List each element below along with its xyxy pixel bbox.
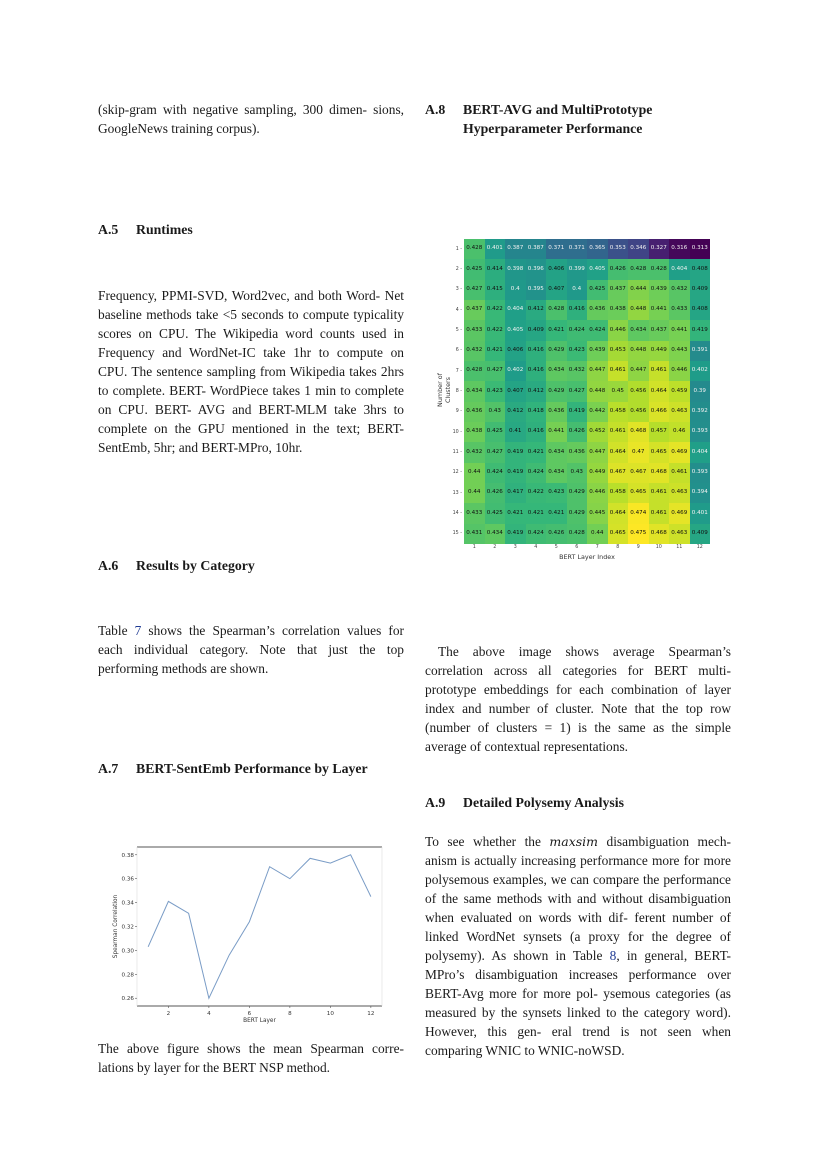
heatmap-cell: 0.402 bbox=[505, 361, 526, 381]
heatmap-y-tick: 5 - bbox=[455, 327, 462, 333]
x-tick-label: 4 bbox=[207, 1011, 211, 1017]
heatmap-cell: 0.461 bbox=[669, 463, 690, 483]
heatmap-cell: 0.408 bbox=[690, 259, 711, 279]
heatmap-cell: 0.431 bbox=[464, 524, 485, 544]
heatmap-cell: 0.425 bbox=[464, 259, 485, 279]
heatmap-cell: 0.4 bbox=[505, 280, 526, 300]
heatmap-y-tick: 9 - bbox=[455, 409, 462, 415]
heatmap-cell: 0.457 bbox=[649, 422, 670, 442]
table-7-link[interactable]: 7 bbox=[134, 623, 142, 638]
heatmap-cell: 0.441 bbox=[669, 320, 690, 340]
x-tick-label: 10 bbox=[326, 1011, 334, 1017]
heatmap-cell: 0.447 bbox=[628, 361, 649, 381]
heatmap-cell: 0.448 bbox=[587, 381, 608, 401]
heatmap-cell: 0.443 bbox=[669, 341, 690, 361]
text-span: , in general, BERT-MPro’s disambiguation increases performance over BERT-Avg more for more pol- ysemous categories (as measured by the synsets linked to the category word). However, this gen- eral trend is not seen when comparing WNIC to WNIC-noWSD. bbox=[425, 948, 732, 1058]
heatmap-cell: 0.41 bbox=[505, 422, 526, 442]
heatmap-x-tick: 11 bbox=[676, 545, 683, 550]
section-heading-a7 bbox=[98, 759, 368, 778]
heatmap-cell: 0.436 bbox=[587, 300, 608, 320]
heatmap-cell: 0.456 bbox=[628, 381, 649, 401]
heatmap-cell: 0.468 bbox=[628, 422, 649, 442]
heatmap-cell: 0.419 bbox=[505, 463, 526, 483]
heatmap-cell: 0.424 bbox=[526, 524, 547, 544]
heatmap-y-tick: 13 - bbox=[452, 490, 462, 496]
heatmap-cell: 0.438 bbox=[608, 300, 629, 320]
section-title-line2: Hyperparameter Performance bbox=[463, 121, 643, 136]
section-title: Runtimes bbox=[136, 222, 193, 237]
heatmap-cell: 0.407 bbox=[546, 280, 567, 300]
x-tick-label: 2 bbox=[166, 1011, 171, 1017]
heatmap-cell: 0.428 bbox=[567, 524, 588, 544]
heatmap-cell: 0.427 bbox=[464, 280, 485, 300]
heatmap-cell: 0.436 bbox=[546, 402, 567, 422]
heatmap-y-axis-title: Number of Clusters bbox=[436, 373, 452, 407]
y-tick-label: 0.26 bbox=[121, 996, 134, 1003]
heatmap-cell: 0.463 bbox=[669, 483, 690, 503]
heatmap-cell: 0.425 bbox=[485, 503, 506, 523]
heatmap-x-tick: 3 bbox=[513, 545, 517, 550]
heatmap-cell: 0.406 bbox=[546, 259, 567, 279]
section-title: BERT-SentEmb Performance by Layer bbox=[136, 761, 368, 776]
line-chart-caption-block bbox=[98, 1039, 404, 1077]
heatmap-cell: 0.459 bbox=[669, 381, 690, 401]
x-tick-label: 8 bbox=[288, 1011, 292, 1017]
intro-paragraph-block bbox=[98, 100, 404, 138]
heatmap-cell: 0.424 bbox=[587, 320, 608, 340]
line-chart-caption: The above figure shows the mean Spearman corre- lations by layer for the BERT NSP method. bbox=[98, 1041, 404, 1075]
heatmap-cell: 0.441 bbox=[546, 422, 567, 442]
heatmap-cell: 0.474 bbox=[628, 503, 649, 523]
heatmap-cell: 0.419 bbox=[690, 320, 711, 340]
heatmap-y-tick: 10 - bbox=[452, 429, 462, 435]
heatmap-cell: 0.394 bbox=[690, 483, 711, 503]
heatmap-cell: 0.416 bbox=[526, 341, 547, 361]
heatmap-cell: 0.427 bbox=[485, 361, 506, 381]
heatmap-cell: 0.416 bbox=[526, 422, 547, 442]
heatmap-cell: 0.466 bbox=[649, 402, 670, 422]
heatmap-cell: 0.45 bbox=[608, 381, 629, 401]
heatmap-cell: 0.461 bbox=[608, 361, 629, 381]
heatmap-x-tick: 12 bbox=[696, 545, 703, 550]
heatmap-cell: 0.401 bbox=[690, 503, 711, 523]
heatmap-cell: 0.406 bbox=[505, 341, 526, 361]
heatmap-cell: 0.387 bbox=[505, 239, 526, 259]
heatmap-cell: 0.437 bbox=[608, 280, 629, 300]
heatmap-cell: 0.432 bbox=[567, 361, 588, 381]
heatmap-cell: 0.392 bbox=[690, 402, 711, 422]
heatmap-cell: 0.465 bbox=[649, 442, 670, 462]
heatmap-cell: 0.424 bbox=[526, 463, 547, 483]
heatmap-cell: 0.396 bbox=[526, 259, 547, 279]
heatmap-cell: 0.433 bbox=[464, 503, 485, 523]
heatmap-cell: 0.404 bbox=[669, 259, 690, 279]
y-tick-label: 0.38 bbox=[121, 852, 134, 859]
section-title: Results by Category bbox=[136, 558, 255, 573]
heatmap-cell: 0.463 bbox=[669, 524, 690, 544]
heatmap-description-paragraph: The above image shows average Spearman’s correlation across all categories for BERT multi- prototype embeddings for each combination of layer index and number of cluster. Note that the top row (number of clusters = 1) is the same as the simple average of contextual representations. bbox=[425, 644, 731, 754]
heatmap-cell: 0.416 bbox=[526, 361, 547, 381]
text-span: disambiguation mech- anism is actually increasing performance more for more polysemous examples, we can compare the performance of the same methods with and without disambiguation when evaluated on words with dif- ferent number of linked WordNet synsets (a proxy for the degree of polysemy). As shown in Table bbox=[425, 834, 731, 963]
heatmap-x-tick: 10 bbox=[655, 545, 662, 550]
results-by-category-paragraph bbox=[98, 621, 404, 678]
heatmap-cell: 0.371 bbox=[546, 239, 567, 259]
heatmap-cell: 0.467 bbox=[608, 463, 629, 483]
heatmap-x-tick-labels bbox=[464, 545, 710, 550]
heatmap-cell: 0.409 bbox=[690, 280, 711, 300]
heatmap-cell: 0.429 bbox=[546, 341, 567, 361]
heatmap-cell: 0.426 bbox=[567, 422, 588, 442]
heatmap-cell: 0.44 bbox=[464, 483, 485, 503]
heatmap-cell: 0.467 bbox=[628, 463, 649, 483]
section-title: Detailed Polysemy Analysis bbox=[463, 795, 624, 810]
heatmap-cell: 0.421 bbox=[546, 320, 567, 340]
x-axis-title: BERT Layer bbox=[243, 1018, 276, 1024]
heatmap-cell: 0.421 bbox=[505, 503, 526, 523]
heatmap-cell: 0.436 bbox=[567, 442, 588, 462]
series-line bbox=[148, 855, 371, 998]
y-tick-label: 0.34 bbox=[121, 900, 134, 907]
heatmap-cell: 0.47 bbox=[628, 442, 649, 462]
heatmap-cell: 0.391 bbox=[690, 341, 711, 361]
heatmap-cell: 0.393 bbox=[690, 463, 711, 483]
heatmap-y-tick: 1 - bbox=[455, 246, 462, 252]
heatmap-cell: 0.468 bbox=[649, 463, 670, 483]
heatmap-cell: 0.434 bbox=[546, 361, 567, 381]
heatmap-cell: 0.445 bbox=[587, 503, 608, 523]
heatmap-cell: 0.429 bbox=[567, 503, 588, 523]
heatmap-cell: 0.422 bbox=[485, 320, 506, 340]
heatmap-cell: 0.433 bbox=[669, 300, 690, 320]
heatmap-cell: 0.401 bbox=[485, 239, 506, 259]
heatmap-x-tick: 4 bbox=[534, 545, 538, 550]
heatmap-y-tick: 7 - bbox=[455, 368, 462, 374]
heatmap-cell: 0.452 bbox=[587, 422, 608, 442]
heatmap-cell: 0.409 bbox=[690, 524, 711, 544]
heatmap-y-tick: 3 - bbox=[455, 287, 462, 293]
heatmap-x-tick: 7 bbox=[595, 545, 599, 550]
heatmap-x-tick: 6 bbox=[575, 545, 579, 550]
heatmap-cell: 0.447 bbox=[587, 442, 608, 462]
y-tick-label: 0.32 bbox=[121, 924, 134, 931]
heatmap-cell: 0.43 bbox=[485, 402, 506, 422]
heatmap-cell: 0.405 bbox=[587, 259, 608, 279]
heatmap-cell: 0.313 bbox=[690, 239, 711, 259]
heatmap-cell: 0.456 bbox=[628, 402, 649, 422]
heatmap-cell: 0.432 bbox=[669, 280, 690, 300]
heatmap-y-tick: 15 - bbox=[452, 531, 462, 537]
heatmap-cell: 0.468 bbox=[649, 524, 670, 544]
section-heading-a8 bbox=[425, 100, 652, 138]
heatmap-cell: 0.399 bbox=[567, 259, 588, 279]
heatmap-x-tick: 1 bbox=[472, 545, 476, 550]
multiprototype-heatmap bbox=[436, 232, 720, 567]
heatmap-cell: 0.437 bbox=[464, 300, 485, 320]
heatmap-x-tick: 2 bbox=[493, 545, 497, 550]
heatmap-grid bbox=[464, 239, 710, 544]
line-chart-svg bbox=[108, 840, 398, 1030]
text-span: shows the Spearman’s correlation values for each individual category. Note that just the top performing methods are shown. bbox=[98, 623, 404, 676]
heatmap-cell: 0.423 bbox=[546, 483, 567, 503]
heatmap-cell: 0.458 bbox=[608, 402, 629, 422]
heatmap-cell: 0.424 bbox=[485, 463, 506, 483]
heatmap-cell: 0.43 bbox=[567, 463, 588, 483]
results-by-category-block bbox=[98, 621, 404, 678]
heatmap-cell: 0.408 bbox=[690, 300, 711, 320]
table-8-link[interactable]: 8 bbox=[609, 948, 617, 963]
heatmap-cell: 0.404 bbox=[505, 300, 526, 320]
heatmap-cell: 0.417 bbox=[505, 483, 526, 503]
heatmap-cell: 0.433 bbox=[464, 320, 485, 340]
heatmap-cell: 0.419 bbox=[505, 442, 526, 462]
heatmap-cell: 0.414 bbox=[485, 259, 506, 279]
heatmap-y-tick: 11 - bbox=[452, 449, 462, 455]
sentemb-layer-line-chart bbox=[108, 840, 398, 1030]
heatmap-cell: 0.432 bbox=[464, 341, 485, 361]
heatmap-y-tick: 8 - bbox=[455, 388, 462, 394]
heatmap-cell: 0.464 bbox=[608, 442, 629, 462]
heatmap-x-tick: 9 bbox=[636, 545, 640, 550]
heatmap-cell: 0.434 bbox=[464, 381, 485, 401]
polysemy-analysis-block bbox=[425, 832, 731, 1060]
heatmap-cell: 0.316 bbox=[669, 239, 690, 259]
section-number: A.8 bbox=[425, 102, 446, 117]
heatmap-cell: 0.409 bbox=[526, 320, 547, 340]
heatmap-cell: 0.428 bbox=[628, 259, 649, 279]
y-axis-title: Spearman Correlation bbox=[113, 894, 119, 959]
heatmap-cell: 0.436 bbox=[464, 402, 485, 422]
heatmap-cell: 0.423 bbox=[485, 381, 506, 401]
heatmap-cell: 0.407 bbox=[505, 381, 526, 401]
heatmap-cell: 0.425 bbox=[587, 280, 608, 300]
heatmap-cell: 0.453 bbox=[608, 341, 629, 361]
heatmap-cell: 0.448 bbox=[628, 300, 649, 320]
heatmap-cell: 0.434 bbox=[485, 524, 506, 544]
heatmap-cell: 0.416 bbox=[567, 300, 588, 320]
heatmap-cell: 0.441 bbox=[649, 300, 670, 320]
heatmap-y-tick: 4 - bbox=[455, 307, 462, 313]
heatmap-cell: 0.425 bbox=[485, 422, 506, 442]
heatmap-cell: 0.423 bbox=[567, 341, 588, 361]
heatmap-description-block bbox=[425, 642, 731, 756]
heatmap-y-tick: 6 - bbox=[455, 348, 462, 354]
heatmap-cell: 0.428 bbox=[546, 300, 567, 320]
heatmap-cell: 0.422 bbox=[526, 483, 547, 503]
heatmap-cell: 0.327 bbox=[649, 239, 670, 259]
heatmap-cell: 0.439 bbox=[649, 280, 670, 300]
heatmap-cell: 0.421 bbox=[485, 341, 506, 361]
heatmap-cell: 0.446 bbox=[608, 320, 629, 340]
section-number: A.9 bbox=[425, 795, 446, 810]
heatmap-cell: 0.449 bbox=[649, 341, 670, 361]
heatmap-cell: 0.437 bbox=[649, 320, 670, 340]
runtimes-paragraph: Frequency, PPMI-SVD, Word2vec, and both Word- Net baseline methods take <5 seconds to compute typicality scores on CPU. The Wikipedia word counts used in Frequency and WordNet-IC take 1hr to compute on CPU. The sentence sampling from Wikipedia takes 2hrs to complete. BERT- WordPiece takes 1 min to complete on CPU. BERT- AVG and BERT-MLM take 3hrs to complete on the GPU mentioned in the text; BERT-SentEmb, 5hr; and BERT-MPro, 10hr. bbox=[98, 288, 404, 455]
text-span: To see whether the bbox=[425, 834, 550, 849]
heatmap-cell: 0.424 bbox=[567, 320, 588, 340]
heatmap-cell: 0.421 bbox=[526, 442, 547, 462]
section-heading-a5 bbox=[98, 220, 193, 239]
heatmap-cell: 0.365 bbox=[587, 239, 608, 259]
heatmap-cell: 0.412 bbox=[526, 300, 547, 320]
maxsim-math: maxsim bbox=[549, 834, 599, 849]
heatmap-cell: 0.419 bbox=[505, 524, 526, 544]
heatmap-cell: 0.395 bbox=[526, 280, 547, 300]
y-tick-label: 0.36 bbox=[121, 876, 134, 883]
heatmap-cell: 0.405 bbox=[505, 320, 526, 340]
heatmap-cell: 0.458 bbox=[608, 483, 629, 503]
heatmap-cell: 0.44 bbox=[464, 463, 485, 483]
heatmap-x-tick: 5 bbox=[554, 545, 558, 550]
heatmap-cell: 0.426 bbox=[485, 483, 506, 503]
heatmap-cell: 0.461 bbox=[608, 422, 629, 442]
section-heading-a6 bbox=[98, 556, 255, 575]
heatmap-cell: 0.461 bbox=[649, 483, 670, 503]
section-number: A.6 bbox=[98, 558, 119, 573]
x-tick-label: 6 bbox=[247, 1011, 252, 1017]
heatmap-cell: 0.439 bbox=[587, 341, 608, 361]
heatmap-cell: 0.434 bbox=[546, 442, 567, 462]
heatmap-cell: 0.419 bbox=[567, 402, 588, 422]
section-title-line1: BERT-AVG and MultiPrototype bbox=[463, 102, 653, 117]
heatmap-cell: 0.449 bbox=[587, 463, 608, 483]
heatmap-cell: 0.418 bbox=[526, 402, 547, 422]
heatmap-y-tick: 2 - bbox=[455, 266, 462, 272]
heatmap-cell: 0.469 bbox=[669, 503, 690, 523]
heatmap-cell: 0.427 bbox=[567, 381, 588, 401]
heatmap-cell: 0.428 bbox=[464, 239, 485, 259]
heatmap-cell: 0.428 bbox=[649, 259, 670, 279]
heatmap-cell: 0.44 bbox=[587, 524, 608, 544]
heatmap-cell: 0.434 bbox=[628, 320, 649, 340]
heatmap-cell: 0.39 bbox=[690, 381, 711, 401]
heatmap-cell: 0.442 bbox=[587, 402, 608, 422]
heatmap-cell: 0.447 bbox=[587, 361, 608, 381]
heatmap-cell: 0.446 bbox=[587, 483, 608, 503]
heatmap-cell: 0.415 bbox=[485, 280, 506, 300]
heatmap-y-tick: 14 - bbox=[452, 510, 462, 516]
heatmap-cell: 0.475 bbox=[628, 524, 649, 544]
heatmap-cell: 0.464 bbox=[649, 381, 670, 401]
heatmap-cell: 0.434 bbox=[546, 463, 567, 483]
heatmap-cell: 0.412 bbox=[505, 402, 526, 422]
heatmap-cell: 0.4 bbox=[567, 280, 588, 300]
text-span: Table bbox=[98, 623, 135, 638]
heatmap-cell: 0.412 bbox=[526, 381, 547, 401]
x-tick-label: 12 bbox=[367, 1011, 375, 1017]
heatmap-y-tick: 12 - bbox=[452, 470, 462, 476]
heatmap-cell: 0.422 bbox=[485, 300, 506, 320]
heatmap-cell: 0.448 bbox=[628, 341, 649, 361]
heatmap-cell: 0.398 bbox=[505, 259, 526, 279]
heatmap-cell: 0.444 bbox=[628, 280, 649, 300]
heatmap-cell: 0.461 bbox=[649, 361, 670, 381]
intro-paragraph: (skip-gram with negative sampling, 300 dimen- sions, GoogleNews training corpus). bbox=[98, 102, 404, 136]
section-heading-a9 bbox=[425, 793, 624, 812]
heatmap-cell: 0.429 bbox=[546, 381, 567, 401]
heatmap-cell: 0.421 bbox=[526, 503, 547, 523]
heatmap-y-tick-labels bbox=[452, 239, 462, 544]
heatmap-cell: 0.427 bbox=[485, 442, 506, 462]
heatmap-cell: 0.469 bbox=[669, 442, 690, 462]
heatmap-x-tick: 8 bbox=[616, 545, 620, 550]
heatmap-cell: 0.463 bbox=[669, 402, 690, 422]
runtimes-block bbox=[98, 286, 404, 457]
section-number: A.5 bbox=[98, 222, 119, 237]
heatmap-cell: 0.46 bbox=[669, 422, 690, 442]
heatmap-cell: 0.353 bbox=[608, 239, 629, 259]
heatmap-cell: 0.426 bbox=[608, 259, 629, 279]
heatmap-cell: 0.404 bbox=[690, 442, 711, 462]
heatmap-cell: 0.446 bbox=[669, 361, 690, 381]
heatmap-cell: 0.465 bbox=[608, 524, 629, 544]
heatmap-cell: 0.461 bbox=[649, 503, 670, 523]
y-tick-label: 0.30 bbox=[121, 948, 134, 955]
heatmap-cell: 0.464 bbox=[608, 503, 629, 523]
heatmap-cell: 0.387 bbox=[526, 239, 547, 259]
y-tick-label: 0.28 bbox=[121, 972, 134, 979]
heatmap-cell: 0.429 bbox=[567, 483, 588, 503]
heatmap-cell: 0.421 bbox=[546, 503, 567, 523]
heatmap-cell: 0.428 bbox=[464, 361, 485, 381]
heatmap-cell: 0.426 bbox=[546, 524, 567, 544]
polysemy-analysis-paragraph bbox=[425, 832, 731, 1060]
heatmap-cell: 0.371 bbox=[567, 239, 588, 259]
heatmap-x-axis-title: BERT Layer Index bbox=[559, 553, 615, 561]
heatmap-cell: 0.438 bbox=[464, 422, 485, 442]
heatmap-cell: 0.393 bbox=[690, 422, 711, 442]
heatmap-cell: 0.402 bbox=[690, 361, 711, 381]
heatmap-cell: 0.346 bbox=[628, 239, 649, 259]
heatmap-cell: 0.465 bbox=[628, 483, 649, 503]
section-number: A.7 bbox=[98, 761, 119, 776]
heatmap-cell: 0.432 bbox=[464, 442, 485, 462]
